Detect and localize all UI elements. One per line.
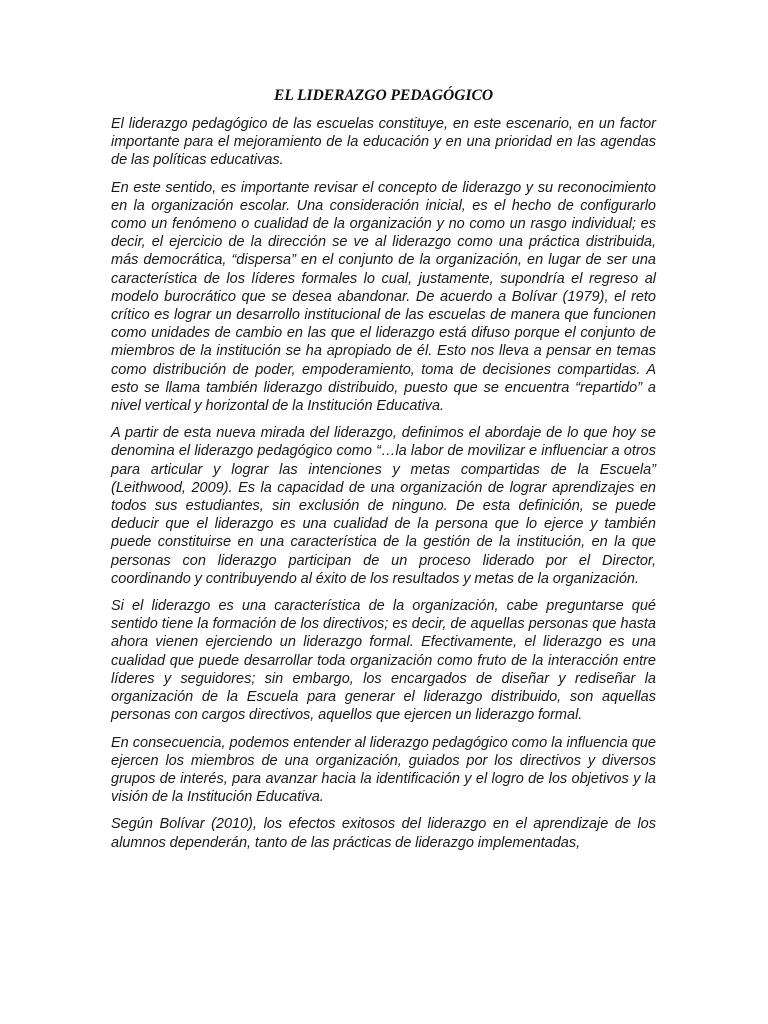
paragraph-5: En consecuencia, podemos entender al liderazgo pedagógico como la influencia que ejercen los miembros de una organización, guiados por los directivos y diversos grupos de interés, para avanzar hacia la identificación y el logro de los objetivos y la visión de la Institución Educativa. — [111, 734, 656, 806]
paragraph-6: Según Bolívar (2010), los efectos exitosos del liderazgo en el aprendizaje de los alumnos dependerán, tanto de las prácticas de liderazgo implementadas, — [111, 816, 656, 851]
paragraph-1: El liderazgo pedagógico de las escuelas constituye, en este escenario, en un factor importante para el mejoramiento de la educación y en una prioridad en las agendas de las políticas educativas. — [111, 116, 656, 169]
paragraph-2: En este sentido, es importante revisar el concepto de liderazgo y su reconocimiento en la organización escolar. Una consideración inicial, es el hecho de configurarlo como un fenómeno o cualidad de la organización y no como un rasgo individual; es decir, el ejercicio de la dirección se ve al liderazgo como una práctica distribuida, más democrática, “dispersa” en el conjunto de la organización, en lugar de ser una característica de los líderes formales lo cual, justamente, supondría el regreso al modelo burocrático que se desea abandonar. De acuerdo a Bolívar (1979), el reto crítico es lograr un desarrollo institucional de las escuelas de manera que funcionen como unidades de cambio en las que el liderazgo está difuso porque el conjunto de miembros de la institución se ha apropiado de él. Esto nos lleva a pensar en temas como distribución de poder, empoderamiento, toma de decisiones compartidas. A esto se llama también liderazgo distribuido, puesto que se encuentra “repartido” a nivel vertical y horizontal de la Institución Educativa. — [111, 179, 656, 415]
document-title: EL LIDERAZGO PEDAGÓGICO — [273, 87, 494, 104]
paragraph-3: A partir de esta nueva mirada del liderazgo, definimos el abordaje de lo que hoy se denomina el liderazgo pedagógico como “…la labor de movilizar e influenciar a otros para articular y lograr las intenciones y metas compartidas de la Escuela” (Leithwood, 2009). Es la capacidad de una organización de lograr aprendizajes en todos sus estudiantes, sin exclusión de ninguno. De esta definición, se puede deducir que el liderazgo es una cualidad de la persona que lo ejerce y también puede constituirse en una característica de la gestión de la institución, en la que personas con liderazgo participan de un proceso liderado por el Director, coordinando y contribuyendo al éxito de los resultados y metas de la organización. — [111, 425, 656, 587]
paragraph-4: Si el liderazgo es una característica de la organización, cabe preguntarse qué sentido tiene la formación de los directivos; es decir, de aquellas personas que hasta ahora vienen ejerciendo un liderazgo formal. Efectivamente, el liderazgo es una cualidad que puede desarrollar toda organización como fruto de la interacción entre líderes y seguidores; sin embargo, los encargados de diseñar y rediseñar la organización de la Escuela para generar el liderazgo distribuido, son aquellas personas con cargos directivos, aquellos que ejercen un liderazgo formal. — [111, 598, 656, 724]
